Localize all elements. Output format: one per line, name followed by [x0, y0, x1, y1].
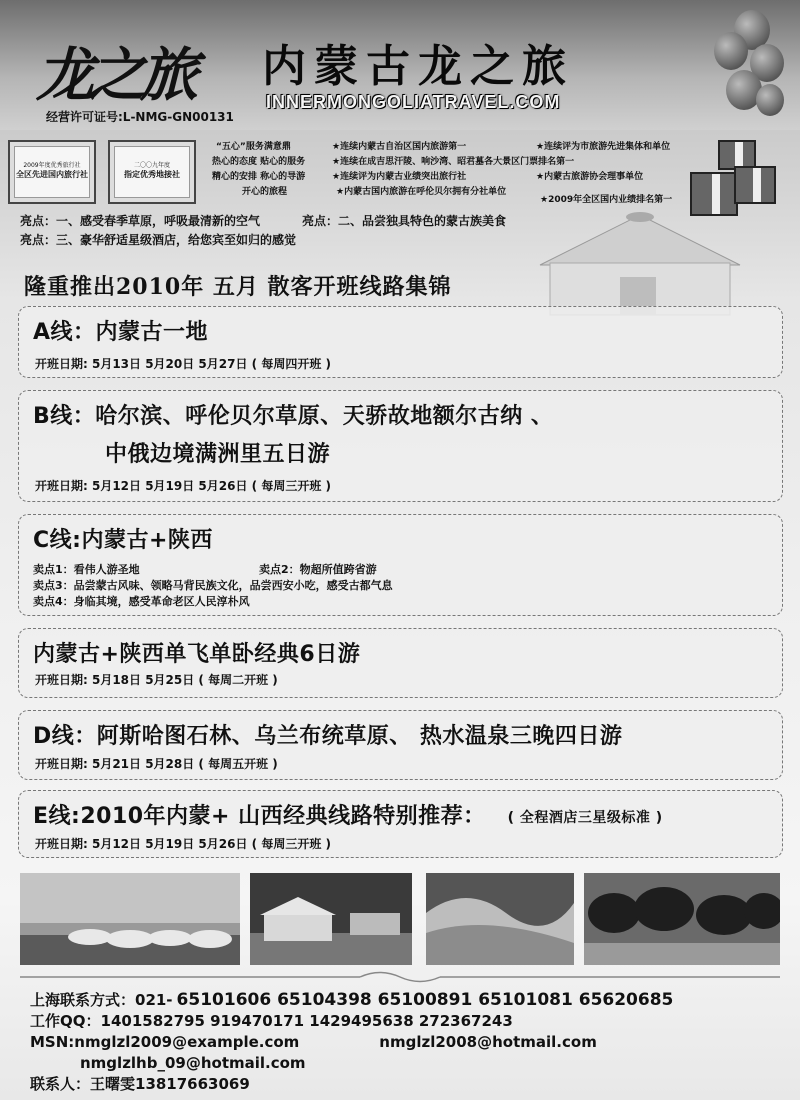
route-e-title-text: E线:2010年内蒙+ 山西经典线路特别推荐：: [33, 804, 486, 829]
headline: 隆重推出2010年 五月 散客开班线路集锦: [24, 274, 452, 300]
route-c2-card[interactable]: [18, 628, 783, 698]
route-b-schedule: 开班日期: 5月12日 5月19日 5月26日 ( 每周三开班 ): [35, 479, 331, 493]
photo-desert-dunes: [426, 873, 574, 965]
route-d-title: D线：阿斯哈图石林、乌兰布统草原、 热水温泉三晚四日游: [33, 724, 623, 749]
qq-label: 工作QQ：: [30, 1012, 101, 1030]
photo-yurt-camp: [20, 873, 240, 965]
service-motto: “五心”服务满意鼎: [216, 142, 291, 152]
service-honors: [212, 140, 692, 210]
honor-3: ★连续评为内蒙古业绩突出旅行社: [332, 172, 467, 182]
msn-email-3[interactable]: nmglzlhb_09@hotmail.com: [80, 1054, 306, 1072]
certificate-2: [108, 140, 196, 204]
certificate-2-line2: 指定优秀地接社: [124, 170, 180, 179]
phone-line: [30, 990, 673, 1011]
highlights: [20, 212, 506, 250]
honor-5: ★连续评为市旅游先进集体和单位: [536, 142, 671, 152]
photo-poplar-forest: [584, 873, 780, 965]
website-url[interactable]: INNERMONGOLIATRAVEL.COM: [266, 92, 561, 112]
highlight-1: 亮点：一、感受春季草原，呼吸最清新的空气: [20, 214, 261, 228]
route-c-card[interactable]: [18, 514, 783, 616]
honor-2: ★连续在成吉思汗陵、响沙湾、昭君墓各大景区门票排名第一: [332, 157, 575, 167]
route-b-title-line1: B线：哈尔滨、呼伦贝尔草原、天骄故地额尔古纳 、: [33, 404, 554, 429]
certificate-1: [8, 140, 96, 204]
route-b-title-line2: 中俄边境满洲里五日游: [105, 442, 331, 467]
highlight-2: 亮点：二、品尝独具特色的蒙古族美食: [302, 214, 507, 228]
photo-mongolian-yurt: [250, 873, 412, 965]
route-a-schedule: 开班日期: 5月13日 5月20日 5月27日 ( 每周四开班 ): [35, 357, 331, 371]
route-c-sellpoint-2: 卖点2：物超所值跨省游: [259, 563, 377, 576]
certificate-2-line1: 二〇〇九年度: [133, 162, 170, 169]
route-a-title: A线：内蒙古一地: [33, 320, 209, 345]
msn-email-2[interactable]: nmglzl2008@hotmail.com: [379, 1033, 597, 1051]
honor-7: ★2009年全区国内业绩排名第一: [540, 195, 673, 205]
calligraphy-logo: 龙之旅: [36, 41, 193, 109]
ornament-divider: [20, 970, 780, 984]
route-e-title: [33, 799, 663, 830]
honor-6: ★内蒙古旅游协会理事单位: [536, 172, 644, 182]
route-e-card[interactable]: [18, 790, 783, 858]
msn-line: [30, 1032, 673, 1053]
route-c2-title: 内蒙古+陕西单飞单卧经典6日游: [33, 642, 361, 667]
msn-email-1[interactable]: nmglzl2009@example.com: [74, 1033, 300, 1051]
phone-label: 上海联系方式：021-: [30, 991, 173, 1009]
msn-label: MSN:: [30, 1033, 75, 1051]
route-c-sellpoint-1: 卖点1：看伟人游圣地: [33, 563, 140, 576]
route-c-title: C线:内蒙古+陕西: [33, 528, 213, 553]
route-e-schedule: 开班日期: 5月12日 5月19日 5月26日 ( 每周三开班 ): [35, 837, 331, 851]
phone-numbers[interactable]: 65101606 65104398 65100891 65101081 65620685: [176, 990, 674, 1010]
license-number: 经营许可证号:L-NMG-GN00131: [46, 110, 234, 124]
route-a-card[interactable]: [18, 306, 783, 378]
service-motto-3: 开心的旅程: [242, 187, 288, 197]
service-motto-1: 热心的态度 贴心的服务: [212, 157, 306, 167]
route-e-note: ( 全程酒店三星级标准 ): [507, 810, 663, 826]
honor-4: ★内蒙古国内旅游在呼伦贝尔拥有分社单位: [336, 187, 507, 197]
qq-line: [30, 1011, 673, 1032]
highlight-3: 亮点：三、豪华舒适星级酒店，给您宾至如归的感觉: [20, 233, 297, 247]
contact-block: [30, 990, 673, 1095]
honor-1: ★连续内蒙古自治区国内旅游第一: [332, 142, 467, 152]
route-c-sellpoint-4: 卖点4：身临其境，感受革命老区人民淳朴风: [33, 595, 250, 608]
certificate-1-line2: 全区先进国内旅行社: [16, 170, 88, 179]
contact-person: 联系人：王曙雯13817663069: [30, 1075, 250, 1093]
qq-numbers[interactable]: 1401582795 919470171 1429495638 272367243: [100, 1012, 513, 1030]
route-d-card[interactable]: [18, 710, 783, 780]
route-b-card[interactable]: [18, 390, 783, 502]
route-d-schedule: 开班日期: 5月21日 5月28日 ( 每周五开班 ): [35, 757, 278, 771]
route-c2-schedule: 开班日期: 5月18日 5月25日 ( 每周二开班 ): [35, 673, 278, 687]
certificate-1-line1: 2009年度优秀旅行社: [23, 162, 81, 169]
route-c-sellpoint-3: 卖点3：品尝蒙古风味、领略马背民族文化，品尝西安小吃，感受古都气息: [33, 579, 393, 592]
page-title: 内蒙古龙之旅: [262, 41, 574, 92]
balloons-icon: [712, 10, 792, 140]
service-motto-2: 精心的安排 称心的导游: [212, 172, 306, 182]
